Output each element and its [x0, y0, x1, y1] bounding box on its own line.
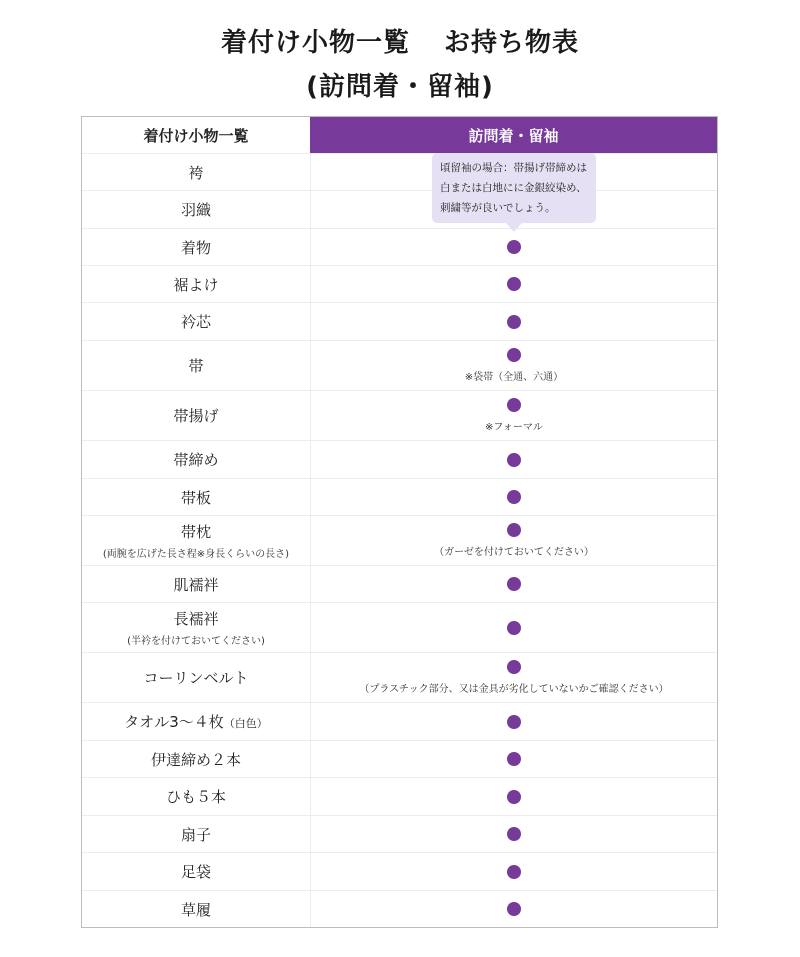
item-label [173, 405, 218, 426]
kimono-cell [311, 266, 717, 302]
item-label [181, 237, 211, 258]
item-note: ※フォーマル [485, 422, 543, 433]
item-subtext: (両腕を広げた長さ程※身長くらいの長さ) [102, 549, 290, 560]
item-label [181, 899, 211, 920]
item-subtext: (半衿を付けておいてください) [127, 636, 265, 647]
item-label [173, 574, 218, 595]
required-dot-icon [507, 240, 521, 254]
item-cell [82, 229, 311, 265]
item-label [173, 274, 218, 295]
required-dot-icon [507, 315, 521, 329]
kimono-cell [311, 229, 717, 265]
tomesode-tooltip: 頃留袖の場合：帯揚げ帯締めは白または白地にに金銀絞染め、刺繍等が良いでしょう。 [432, 153, 596, 223]
item-label [181, 824, 211, 845]
item-cell [82, 703, 311, 740]
item-detail: （白色） [223, 717, 268, 730]
item-cell [82, 741, 311, 777]
item-name: 裾よけ [173, 275, 219, 294]
item-note: ※袋帯（全通、六通） [464, 372, 564, 383]
table-row [82, 228, 717, 265]
item-label [173, 608, 218, 629]
required-dot-icon [507, 827, 521, 841]
item-cell [82, 778, 311, 815]
item-note: （プラスチック部分、又は金具が劣化していないかご確認ください） [359, 684, 669, 695]
item-cell [82, 566, 311, 602]
kimono-cell [311, 741, 717, 777]
required-dot-icon [507, 715, 521, 729]
kimono-cell [311, 391, 717, 440]
required-dot-icon [507, 277, 521, 291]
kimono-cell [311, 853, 717, 890]
required-dot-icon [507, 577, 521, 591]
table-row [82, 302, 717, 340]
item-cell [82, 341, 311, 390]
required-dot-icon [507, 621, 521, 635]
kimono-cell [311, 303, 717, 340]
item-cell [82, 266, 311, 302]
item-label [143, 667, 248, 688]
table-row [82, 190, 717, 228]
item-label [151, 749, 241, 770]
item-label [181, 311, 211, 332]
required-dot-icon [507, 790, 521, 804]
title-secondary: お持ち物表 [444, 28, 580, 58]
required-dot-icon [507, 865, 521, 879]
table-row [82, 515, 717, 565]
item-note: （ガーゼを付けておいてください） [434, 547, 594, 558]
table-row [82, 565, 717, 602]
table-row [82, 652, 717, 702]
item-name: 伊達締め２本 [150, 750, 241, 769]
table-row [82, 153, 717, 190]
item-name: 帯 [188, 357, 204, 375]
item-cell [82, 391, 311, 440]
kimono-cell [311, 778, 717, 815]
item-label [173, 449, 218, 470]
table-row [82, 815, 717, 852]
item-label [188, 162, 203, 183]
table-row [82, 478, 717, 515]
item-name: ひも５本 [165, 788, 226, 806]
item-cell [82, 191, 311, 228]
table-row [82, 777, 717, 815]
belongings-table [81, 116, 718, 928]
kimono-cell [311, 341, 717, 390]
item-name: 帯枕 [180, 523, 211, 541]
item-name: 袴 [188, 163, 204, 182]
kimono-cell [311, 516, 717, 565]
kimono-cell [311, 891, 717, 927]
kimono-cell [311, 653, 717, 702]
item-name: 衿芯 [180, 313, 211, 331]
item-name: 肌襦袢 [173, 575, 219, 594]
item-label [124, 711, 268, 732]
required-dot-icon [507, 660, 521, 674]
item-cell [82, 479, 311, 515]
table-row [82, 390, 717, 440]
item-cell [82, 516, 311, 565]
item-label [181, 861, 211, 882]
required-dot-icon [507, 523, 521, 537]
table-row [82, 740, 717, 777]
item-name: 帯板 [180, 488, 211, 507]
kimono-cell [311, 816, 717, 852]
required-dot-icon [507, 752, 521, 766]
item-name: 着物 [180, 238, 211, 257]
required-dot-icon [507, 348, 521, 362]
table-header [82, 117, 717, 153]
kimono-cell [311, 479, 717, 515]
required-dot-icon [507, 398, 521, 412]
item-label [166, 786, 226, 807]
item-cell [82, 816, 311, 852]
required-dot-icon [507, 902, 521, 916]
item-name: 帯締め [173, 451, 219, 469]
item-cell [82, 853, 311, 890]
table-row [82, 440, 717, 478]
table-body [82, 153, 717, 927]
page-title [0, 22, 800, 59]
item-name: タオル3〜４枚 [124, 713, 224, 731]
item-label [181, 199, 211, 220]
table-row [82, 852, 717, 890]
item-cell [82, 891, 311, 927]
header-item-column: 着付け小物一覧 [82, 117, 310, 153]
item-cell [82, 441, 311, 478]
item-name: 羽織 [180, 201, 211, 219]
table-row [82, 702, 717, 740]
item-name: 扇子 [180, 825, 211, 844]
item-label [181, 521, 211, 542]
item-cell [82, 154, 311, 190]
table-row [82, 602, 717, 652]
item-label [188, 355, 203, 376]
required-dot-icon [507, 490, 521, 504]
kimono-cell [311, 441, 717, 478]
required-dot-icon [507, 453, 521, 467]
item-name: 足袋 [180, 863, 211, 881]
item-cell [82, 603, 311, 652]
table-row [82, 340, 717, 390]
item-name: コーリンベルト [143, 669, 249, 687]
kimono-cell [311, 603, 717, 652]
table-row [82, 265, 717, 302]
item-name: 草履 [180, 900, 211, 919]
item-cell [82, 653, 311, 702]
item-label [181, 487, 211, 508]
item-name: 長襦袢 [173, 610, 219, 628]
title-main: 着付け小物一覧 [220, 28, 410, 58]
page-subtitle: (訪問着・留袖) [306, 72, 494, 102]
item-name: 帯揚げ [173, 407, 219, 425]
header-kimono-column: 訪問着・留袖 [310, 117, 717, 153]
item-cell [82, 303, 311, 340]
table-row [82, 890, 717, 927]
kimono-cell [311, 703, 717, 740]
kimono-cell [311, 566, 717, 602]
